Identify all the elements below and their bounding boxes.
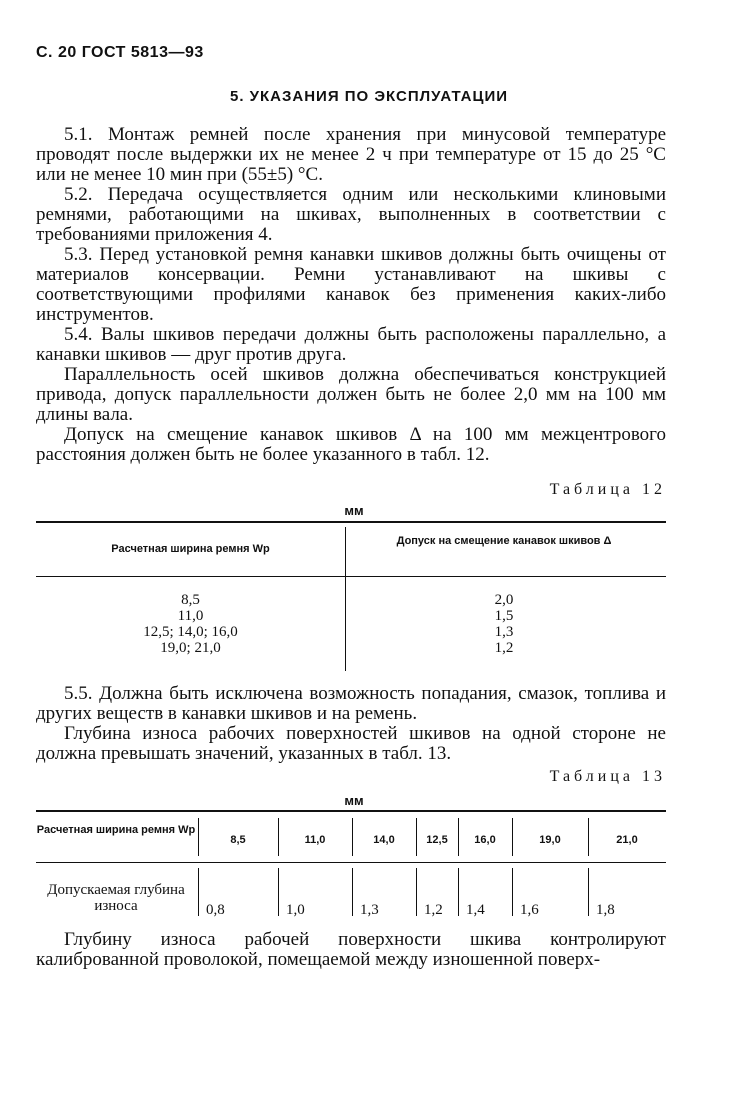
table-column-divider	[416, 868, 417, 916]
table-rule	[36, 862, 666, 863]
table-13-caption: Таблица 13	[549, 768, 666, 785]
table-rule	[36, 810, 666, 812]
table-13-width-cell: 12,5	[426, 834, 448, 846]
paragraph: Допуск на смещение канавок шкивов Δ на 100 мм межцентрового расстояния должен быть не более указанного в табл. 12.	[36, 424, 666, 465]
paragraph: 5.2. Передача осуществляется одним или несколькими клиновыми ремнями, работающими на шкивах, выполненных в соответствии с требованиями приложения 4.	[36, 184, 666, 245]
table-column-divider	[588, 868, 589, 916]
table-cell: 1,3	[494, 624, 514, 640]
table-12-width-column	[36, 592, 345, 656]
paragraph: 5.5. Должна быть исключена возможность попадания, смазок, топлива и других веществ в канавки шкивов и на ремень.	[36, 683, 666, 724]
table-12-header-width: Расчетная ширина ремня Wp	[111, 543, 270, 555]
table-cell: 8,5	[181, 592, 200, 608]
table-13-depth-cell: 0,8	[206, 902, 225, 918]
table-12	[36, 521, 666, 671]
table-rule	[36, 576, 666, 577]
table-13-width-cell: 8,5	[230, 834, 246, 846]
table-13	[36, 810, 666, 925]
table-13-depth-cell: 1,8	[596, 902, 615, 918]
table-rule	[36, 521, 666, 523]
table-13-width-cell: 14,0	[373, 834, 395, 846]
table-13-depth-cell: 1,4	[466, 902, 485, 918]
table-column-divider	[198, 868, 199, 916]
table-13-width-cell: 19,0	[539, 834, 561, 846]
table-cell: 1,2	[494, 640, 514, 656]
table-column-divider	[278, 868, 279, 916]
text-block-2	[36, 684, 666, 764]
table-13-width-cell: 16,0	[474, 834, 496, 846]
table-13-width-cell: 21,0	[616, 834, 638, 846]
page-header: С. 20 ГОСТ 5813—93	[36, 44, 204, 61]
table-13-width-cell: 11,0	[304, 834, 326, 846]
table-cell: 19,0; 21,0	[160, 640, 221, 656]
text-block-3	[36, 930, 666, 970]
table-cell: 11,0	[177, 608, 204, 624]
paragraph: Глубина износа рабочих поверхностей шкивов на одной стороне не должна превышать значений, указанных в табл. 13.	[36, 723, 666, 764]
table-cell: 1,5	[494, 608, 514, 624]
table-13-depth-cell: 1,2	[424, 902, 443, 918]
table-13-depth-cell: 1,0	[286, 902, 305, 918]
table-column-divider	[352, 868, 353, 916]
table-13-unit: мм	[344, 793, 364, 808]
table-13-row-label-depth: Допускаемая глубина износа	[47, 882, 185, 914]
table-12-header-tolerance: Допуск на смещение канавок шкивов Δ	[396, 535, 612, 547]
table-12-tolerance-column	[354, 592, 654, 656]
section-title: 5. УКАЗАНИЯ ПО ЭКСПЛУАТАЦИИ	[229, 88, 509, 105]
paragraph: Параллельность осей шкивов должна обеспечиваться конструкцией привода, допуск параллельности должен быть не более 2,0 мм на 100 мм длины вала.	[36, 364, 666, 425]
table-column-divider	[512, 868, 513, 916]
table-cell: 12,5; 14,0; 16,0	[143, 624, 238, 640]
paragraph: 5.4. Валы шкивов передачи должны быть расположены параллельно, а канавки шкивов — друг против друга.	[36, 324, 666, 365]
text-block-1	[36, 125, 666, 465]
table-13-row-label-width: Расчетная ширина ремня Wp	[36, 824, 196, 836]
table-12-caption: Таблица 12	[549, 481, 666, 498]
table-12-unit: мм	[344, 503, 364, 518]
paragraph: Глубину износа рабочей поверхности шкива контролируют калиброванной проволокой, помещаемой между изношенной поверх-	[36, 929, 666, 970]
paragraph: 5.1. Монтаж ремней после хранения при минусовой температуре проводят после выдержки их не менее 2 ч при температуре от 15 до 25 °С или не менее 10 мин при (55±5) °С.	[36, 124, 666, 185]
table-13-depth-cell: 1,6	[520, 902, 539, 918]
table-13-depth-cell: 1,3	[360, 902, 379, 918]
table-column-divider	[345, 527, 346, 671]
paragraph: 5.3. Перед установкой ремня канавки шкивов должны быть очищены от материалов консервации. Ремни устанавливают на шкивы с соответствующими профилями канавок без применения каких-либо инструментов.	[36, 244, 666, 325]
table-cell: 2,0	[494, 592, 514, 608]
table-column-divider	[458, 868, 459, 916]
